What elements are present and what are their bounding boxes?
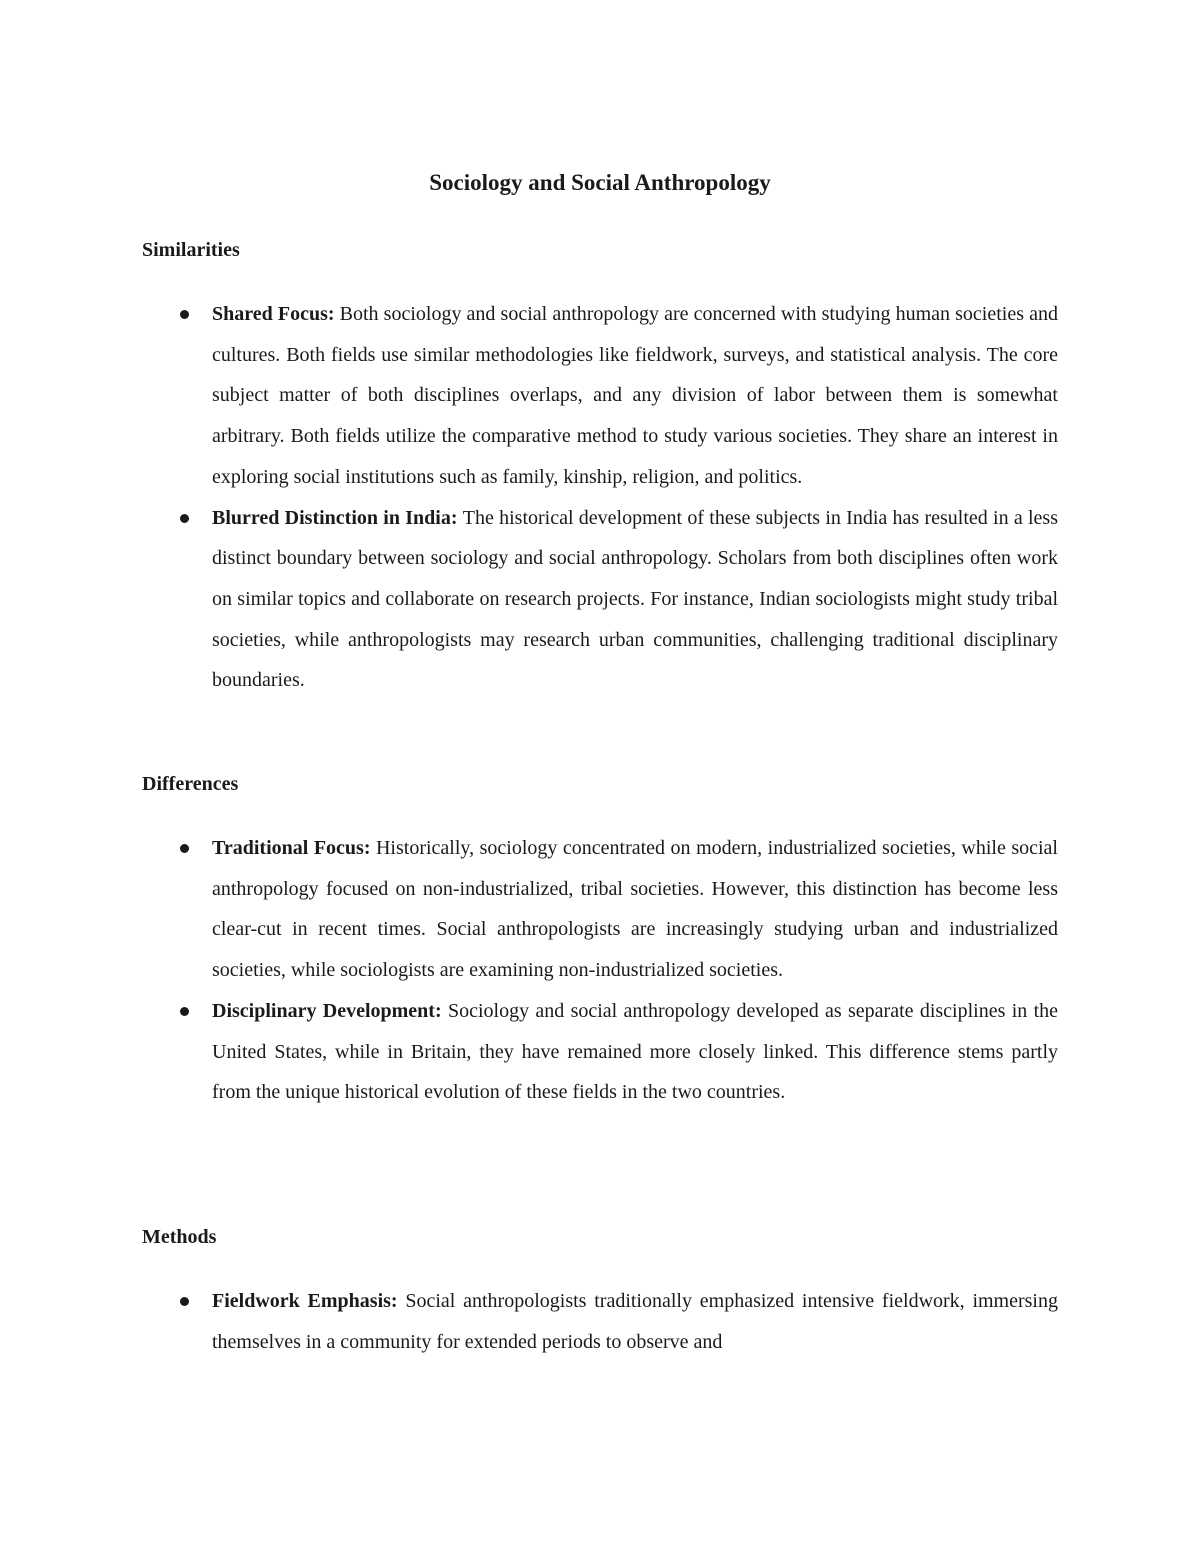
bullet-text: Both sociology and social anthropology are concerned with studying human societies and cultures. Both fields use similar methodologies like fieldwork, surveys, and statistical analysis. The core subject matter of both disciplines overlaps, and any division of labor between them is somewhat arbitrary. Both fields utilize the comparative method to study various societies. They share an interest in exploring social institutions such as family, kinship, religion, and politics. [212, 303, 1058, 488]
document-title: Sociology and Social Anthropology [429, 170, 771, 195]
bullet-label: Fieldwork Emphasis: [212, 1290, 406, 1312]
section-heading-methods: Methods [142, 1226, 217, 1248]
list-item-shared-focus [142, 294, 1058, 498]
bullet-label: Disciplinary Development: [212, 999, 448, 1022]
bullet-text: Historically, sociology concentrated on modern, industrialized societies, while social anthropology focused on non-industrialized, tribal societies. However, this distinction has become less clear-cut in recent times. Social anthropologists are increasingly studying urban and industrialized societies, while sociologists are examining non-industrialized societies. [212, 837, 1058, 982]
differences-list [142, 828, 1058, 1113]
bullet-icon [180, 844, 189, 853]
similarities-list [142, 294, 1058, 701]
section-heading-differences: Differences [142, 773, 239, 795]
bullet-text: Social anthropologists traditionally emphasized intensive fieldwork, immersing themselves in a community for extended periods to observe and [212, 1290, 1058, 1353]
bullet-icon [180, 310, 189, 319]
bullet-icon [180, 514, 189, 523]
bullet-text: The historical development of these subjects in India has resulted in a less distinct boundary between sociology and social anthropology. Scholars from both disciplines often work on similar topics and collaborate on research projects. For instance, Indian sociologists might study tribal societies, while anthropologists may research urban communities, challenging traditional disciplinary boundaries. [212, 506, 1058, 692]
bullet-icon [180, 1297, 189, 1306]
bullet-label: Shared Focus: [212, 303, 340, 325]
list-item-disciplinary-development [142, 991, 1058, 1113]
list-item-blurred-distinction [142, 498, 1058, 702]
methods-list [142, 1281, 1058, 1362]
bullet-label: Traditional Focus: [212, 837, 376, 859]
list-item-traditional-focus [142, 828, 1058, 991]
bullet-text: Sociology and social anthropology developed as separate disciplines in the United States, while in Britain, they have remained more closely linked. This difference stems partly from the unique historical evolution of these fields in the two countries. [212, 999, 1059, 1104]
bullet-icon [180, 1007, 189, 1016]
list-item-fieldwork-emphasis [142, 1281, 1058, 1362]
section-heading-similarities: Similarities [142, 239, 240, 261]
bullet-label: Blurred Distinction in India: [212, 506, 463, 529]
